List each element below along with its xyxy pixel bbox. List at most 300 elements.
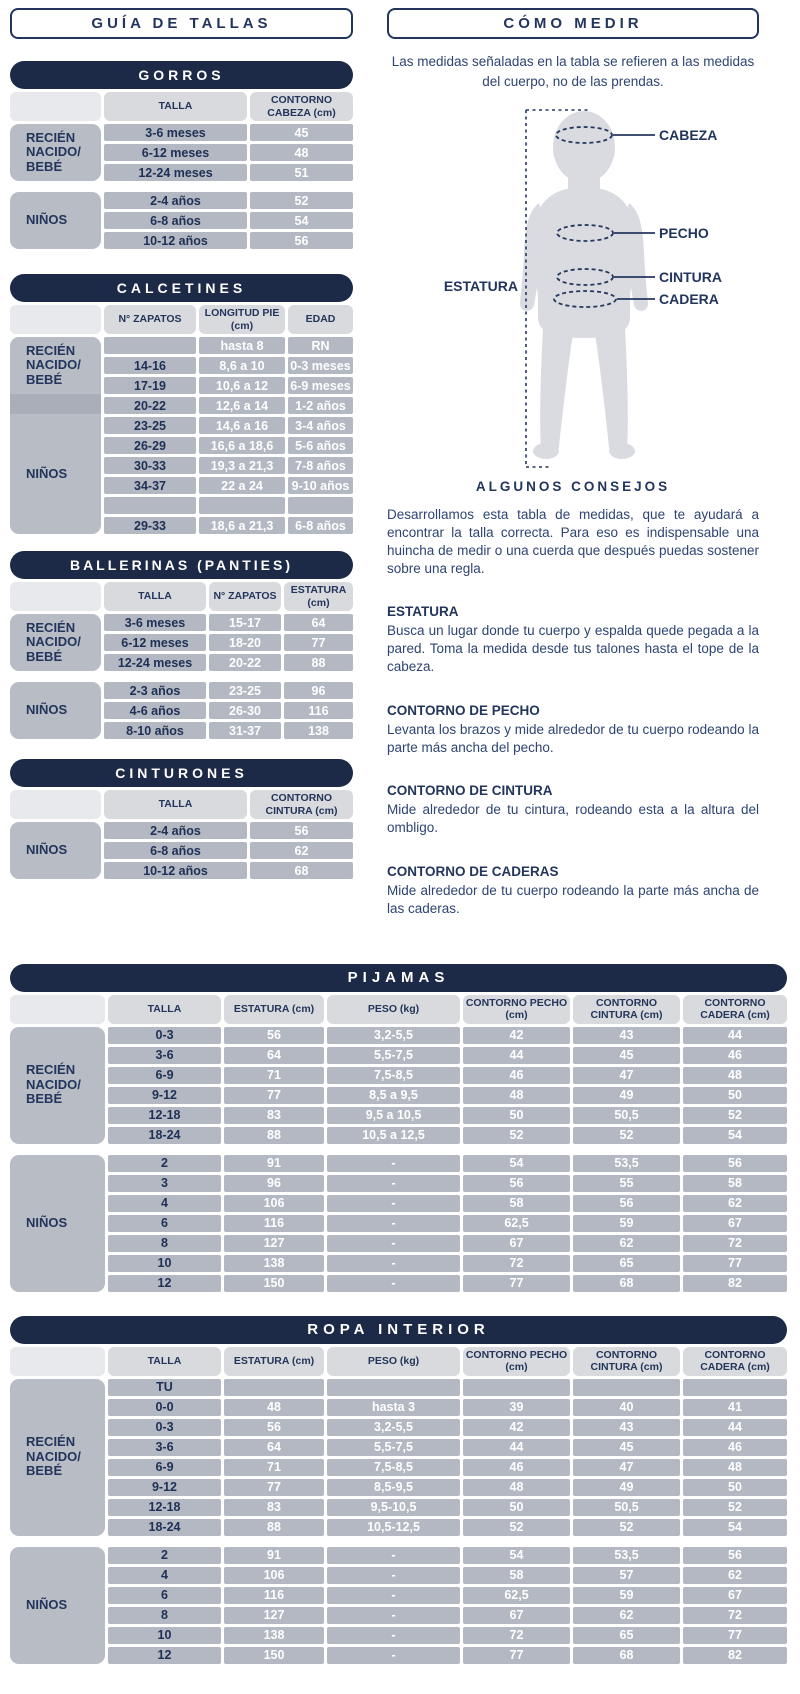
table-cell: 116 [224,1587,324,1604]
table-cell: 8,5 a 9,5 [327,1087,460,1104]
table-cell: - [327,1175,460,1192]
table-cell: 82 [683,1647,787,1664]
table-cell: 9-12 [108,1479,221,1496]
table-cell: 10-12 años [104,232,247,249]
measure-section-cintura [387,783,759,837]
table-cell: 127 [224,1235,324,1252]
table-cell: 53,5 [573,1547,680,1564]
table-cell: 72 [683,1235,787,1252]
row-group-label: RECIÉN NACIDO/ BEBÉ [10,1379,105,1536]
column-header: PESO (kg) [327,1347,460,1376]
table-cell: 64 [284,614,353,631]
table-cell: 68 [573,1275,680,1292]
table-cell: 62 [573,1235,680,1252]
table-cell: 42 [463,1027,570,1044]
table-cell: 12 [108,1275,221,1292]
table-cell: 50,5 [573,1107,680,1124]
table-cell: 2-4 años [104,192,247,209]
table-cell: - [327,1235,460,1252]
table-cell: 62 [683,1567,787,1584]
table-cell [199,497,285,514]
row-group-label: NIÑOS [10,682,101,739]
table-cell: 44 [683,1027,787,1044]
table-cell: 49 [573,1087,680,1104]
table-cell: 10 [108,1627,221,1644]
table-cell: 56 [224,1419,324,1436]
measure-section-text: Mide alrededor de tu cintura, rodeando esta a la altura del ombligo. [387,802,759,836]
table-cell: 65 [573,1255,680,1272]
table-cell: 6-12 meses [104,634,206,651]
cinturones-table-title: CINTURONES [10,759,353,787]
table-cell: 9,5-10,5 [327,1499,460,1516]
table-cell: 43 [573,1027,680,1044]
column-header: TALLA [104,582,206,611]
table-cell: 72 [463,1255,570,1272]
table-cell: 5,5-7,5 [327,1439,460,1456]
table-cell: 2-3 años [104,682,206,699]
column-header: ESTATURA (cm) [224,1347,324,1376]
table-cell: - [327,1647,460,1664]
table-cell: 56 [683,1547,787,1564]
cintura-label: CINTURA [659,269,722,286]
table-cell: 77 [284,634,353,651]
table-cell: 10,6 a 12 [199,377,285,394]
table-cell: 30-33 [104,457,196,474]
table-cell: 59 [573,1587,680,1604]
table-cell: 48 [463,1087,570,1104]
table-cell: 10,5-12,5 [327,1519,460,1536]
table-cell: 56 [224,1027,324,1044]
cabeza-label: CABEZA [659,127,718,144]
table-cell: 7,5-8,5 [327,1067,460,1084]
table-cell: 9-12 [108,1087,221,1104]
pecho-label: PECHO [659,225,709,242]
column-header: TALLA [108,995,221,1024]
table-cell: 82 [683,1275,787,1292]
calcetines-table-title: CALCETINES [10,274,353,302]
group-spacer [10,1539,787,1544]
measure-section-title: CONTORNO DE CADERAS [387,864,559,880]
table-cell: 4-6 años [104,702,206,719]
table-cell: 46 [463,1067,570,1084]
estatura-label: ESTATURA [443,278,518,295]
calcetines-table-grid [10,305,353,534]
table-cell: 77 [683,1627,787,1644]
right-column [387,8,759,918]
row-group-label: NIÑOS [10,1155,105,1292]
table-cell: 26-30 [209,702,281,719]
table-cell: 39 [463,1399,570,1416]
table-cell: 56 [463,1175,570,1192]
table-cell: 53,5 [573,1155,680,1172]
table-cell: 56 [250,232,353,249]
table-cell: 12 [108,1647,221,1664]
consejos-heading: ALGUNOS CONSEJOS [475,479,671,495]
table-cell: 20-22 [209,654,281,671]
table-cell [224,1379,324,1396]
table-cell: 18-24 [108,1127,221,1144]
gorros-table-title: GORROS [10,61,353,89]
table-cell: 59 [573,1215,680,1232]
table-cell: 47 [573,1459,680,1476]
column-header: CONTORNO PECHO (cm) [463,1347,570,1376]
table-cell: hasta 3 [327,1399,460,1416]
table-corner [10,790,101,819]
top-columns [10,8,787,918]
table-cell: 45 [250,124,353,141]
table-cell: 68 [250,862,353,879]
table-cell: 48 [463,1479,570,1496]
table-cell: 56 [250,822,353,839]
table-cell: 88 [224,1127,324,1144]
table-cell: 83 [224,1499,324,1516]
table-cell: 50,5 [573,1499,680,1516]
table-cell: 50 [683,1087,787,1104]
table-cell: 50 [463,1499,570,1516]
table-cell: 58 [463,1195,570,1212]
table-cell: 15-17 [209,614,281,631]
table-cell: 8 [108,1235,221,1252]
group-spacer [10,1147,787,1152]
table-cell: 64 [224,1439,324,1456]
table-corner [10,92,101,121]
column-header: CONTORNO CABEZA (cm) [250,92,353,121]
row-group-label: RECIÉN NACIDO/ BEBÉ [10,337,101,394]
table-cell: 44 [463,1047,570,1064]
table-cell [573,1379,680,1396]
table-cell: 51 [250,164,353,181]
row-group-label: NIÑOS [10,414,101,534]
table-cell: 9,5 a 10,5 [327,1107,460,1124]
table-cell: 14,6 a 16 [199,417,285,434]
column-header: CONTORNO CADERA (cm) [683,995,787,1024]
table-cell: 3 [108,1175,221,1192]
table-cell: 77 [683,1255,787,1272]
pijamas-table-grid [10,995,787,1292]
row-group-label: RECIÉN NACIDO/ BEBÉ [10,1027,105,1144]
table-cell: 106 [224,1567,324,1584]
table-cell: 68 [573,1647,680,1664]
table-cell: 54 [250,212,353,229]
table-cell: 8-10 años [104,722,206,739]
table-cell: 48 [683,1067,787,1084]
column-header: TALLA [104,92,247,121]
ballerinas-table-title: BALLERINAS (PANTIES) [10,551,353,579]
column-header: N° ZAPATOS [209,582,281,611]
table-cell: - [327,1567,460,1584]
ropa-interior-table-grid [10,1347,787,1664]
table-cell: hasta 8 [199,337,285,354]
table-cell: 48 [224,1399,324,1416]
table-cell: 62 [250,842,353,859]
table-cell: 6-9 meses [288,377,353,394]
column-header: CONTORNO CADERA (cm) [683,1347,787,1376]
table-cell: 62,5 [463,1215,570,1232]
table-cell: TU [108,1379,221,1396]
table-cell: 116 [284,702,353,719]
table-cell: 56 [573,1195,680,1212]
table-cell: 19,3 a 21,3 [199,457,285,474]
table-corner [10,995,105,1024]
table-cell: 127 [224,1607,324,1624]
table-cell: 10-12 años [104,862,247,879]
table-cell: 31-37 [209,722,281,739]
table-cell: 2 [108,1547,221,1564]
column-header: TALLA [104,790,247,819]
table-cell: 150 [224,1275,324,1292]
table-cell: 5-6 años [288,437,353,454]
ropa-interior-table-title: ROPA INTERIOR [10,1316,787,1344]
table-cell: 62,5 [463,1587,570,1604]
table-cell: 91 [224,1547,324,1564]
table-cell: 116 [224,1215,324,1232]
table-cell: - [327,1275,460,1292]
table-cell [288,497,353,514]
cinturones-table [10,759,353,879]
table-cell: 57 [573,1567,680,1584]
table-cell: 49 [573,1479,680,1496]
column-header: CONTORNO CINTURA (cm) [573,1347,680,1376]
table-cell: 52 [683,1499,787,1516]
body-measurement-diagram [387,95,759,473]
table-cell: 96 [224,1175,324,1192]
table-cell: 96 [284,682,353,699]
table-cell: 72 [683,1607,787,1624]
table-cell: 54 [683,1127,787,1144]
table-cell: 52 [573,1127,680,1144]
table-cell: 77 [463,1647,570,1664]
column-header: ESTATURA (cm) [224,995,324,1024]
measure-section-text: Mide alrededor de tu cuerpo rodeando la parte más ancha de las caderas. [387,883,759,916]
table-cell [463,1379,570,1396]
table-cell: 67 [683,1587,787,1604]
table-cell: 88 [224,1519,324,1536]
table-cell: 2-4 años [104,822,247,839]
column-header: ESTATURA (cm) [284,582,353,611]
pijamas-table-title: PIJAMAS [10,964,787,992]
row-group-label: RECIÉN NACIDO/ BEBÉ [10,614,101,671]
table-cell: 64 [224,1047,324,1064]
table-cell: 6-8 años [288,517,353,534]
table-cell: 52 [573,1519,680,1536]
table-cell: 52 [250,192,353,209]
table-cell: 12-24 meses [104,164,247,181]
table-cell: 46 [683,1439,787,1456]
table-cell: 41 [683,1399,787,1416]
table-cell: 62 [683,1195,787,1212]
table-cell: 40 [573,1399,680,1416]
table-cell: 50 [463,1107,570,1124]
table-cell: 52 [683,1107,787,1124]
table-cell: 7-8 años [288,457,353,474]
table-cell: 14-16 [104,357,196,374]
group-spacer [10,674,353,679]
column-header: LONGITUD PIE (cm) [199,305,285,334]
table-cell: 72 [463,1627,570,1644]
table-cell: 23-25 [209,682,281,699]
table-cell: 88 [284,654,353,671]
table-cell: 3-6 [108,1047,221,1064]
table-cell: 8,5-9,5 [327,1479,460,1496]
table-cell [683,1379,787,1396]
table-cell: 45 [573,1047,680,1064]
measure-section-text: Busca un lugar donde tu cuerpo y espalda quede pegada a la pared. Toma la medida desde tus talones hasta el tope de la cabeza. [387,623,759,674]
table-cell: 71 [224,1067,324,1084]
table-cell: 106 [224,1195,324,1212]
table-cell: 8 [108,1607,221,1624]
table-cell: 77 [224,1479,324,1496]
measure-section-title: CONTORNO DE PECHO [387,702,540,718]
table-cell: 34-37 [104,477,196,494]
row-group-label [10,394,101,414]
table-cell: 6-8 años [104,842,247,859]
page-title-right: CÓMO MEDIR [387,8,759,39]
table-cell: 46 [463,1459,570,1476]
column-header: TALLA [108,1347,221,1376]
table-cell: 29-33 [104,517,196,534]
table-cell: 6 [108,1587,221,1604]
table-cell: 18,6 a 21,3 [199,517,285,534]
measure-section-text: Levanta los brazos y mide alrededor de tu cuerpo rodeando la parte más ancha del pecho. [387,721,759,755]
table-corner [10,305,101,334]
table-cell: 4 [108,1567,221,1584]
row-group-label: NIÑOS [10,1547,105,1664]
table-cell: 0-3 [108,1027,221,1044]
table-cell: 58 [463,1567,570,1584]
consejos-paragraph: Desarrollamos esta tabla de medidas, que te ayudará a encontrar la talla correcta. Para eso es indispensable una huincha de medir o una cuerda que después puedas sostener sobre una regla. [387,507,759,576]
table-cell: 65 [573,1627,680,1644]
table-cell [327,1379,460,1396]
column-header: PESO (kg) [327,995,460,1024]
column-header: CONTORNO CINTURA (cm) [573,995,680,1024]
table-cell: - [327,1627,460,1644]
table-cell: 48 [683,1459,787,1476]
table-cell: 6-8 años [104,212,247,229]
table-cell: - [327,1587,460,1604]
table-cell: 3-6 meses [104,124,247,141]
table-cell: 4 [108,1195,221,1212]
table-cell: 138 [224,1255,324,1272]
table-cell: 44 [463,1439,570,1456]
table-cell: 52 [463,1127,570,1144]
measure-section-title: ESTATURA [387,604,459,620]
table-cell [104,337,196,354]
ropa-interior-table [10,1316,787,1664]
table-cell: 20-22 [104,397,196,414]
measure-section-pecho [387,703,759,757]
ballerinas-table [10,551,353,739]
table-cell: 46 [683,1047,787,1064]
table-cell: 3,2-5,5 [327,1027,460,1044]
table-cell: 91 [224,1155,324,1172]
table-cell: 12-18 [108,1499,221,1516]
table-cell: 44 [683,1419,787,1436]
cinturones-table-grid [10,790,353,879]
gorros-table-grid [10,92,353,249]
table-cell: 0-3 meses [288,357,353,374]
table-cell: 10,5 a 12,5 [327,1127,460,1144]
page-title-left: GUÍA DE TALLAS [10,8,353,39]
table-cell: 48 [250,144,353,161]
table-cell: 3-4 años [288,417,353,434]
table-cell: 138 [224,1627,324,1644]
table-cell: 6-12 meses [104,144,247,161]
table-cell: 150 [224,1647,324,1664]
table-cell: 22 a 24 [199,477,285,494]
table-cell: 8,6 a 10 [199,357,285,374]
table-cell: 52 [463,1519,570,1536]
table-cell: 3-6 [108,1439,221,1456]
table-cell: - [327,1195,460,1212]
table-cell: 3-6 meses [104,614,206,631]
column-header: CONTORNO CINTURA (cm) [250,790,353,819]
table-cell: 58 [683,1175,787,1192]
table-corner [10,582,101,611]
table-cell: 54 [463,1547,570,1564]
table-cell: 67 [463,1607,570,1624]
table-cell: 47 [573,1067,680,1084]
table-cell: 83 [224,1107,324,1124]
table-cell: - [327,1255,460,1272]
measuring-intro-text: Las medidas señaladas en la tabla se refieren a las medidas del cuerpo, no de las prendas. [391,54,755,89]
table-cell: 0-3 [108,1419,221,1436]
table-cell: 50 [683,1479,787,1496]
table-cell: 42 [463,1419,570,1436]
table-cell: 138 [284,722,353,739]
table-cell: - [327,1547,460,1564]
gorros-table [10,61,353,249]
table-cell: 3,2-5,5 [327,1419,460,1436]
column-header: EDAD [288,305,353,334]
table-cell: - [327,1607,460,1624]
table-cell: 1-2 años [288,397,353,414]
table-cell: 5,5-7,5 [327,1047,460,1064]
row-group-label: RECIÉN NACIDO/ BEBÉ [10,124,101,181]
column-header: CONTORNO PECHO (cm) [463,995,570,1024]
table-cell: 77 [224,1087,324,1104]
calcetines-table [10,274,353,534]
row-group-label: NIÑOS [10,192,101,249]
row-group-label: NIÑOS [10,822,101,879]
table-cell: 18-20 [209,634,281,651]
measure-section-title: CONTORNO DE CINTURA [387,783,553,799]
table-cell: 54 [683,1519,787,1536]
table-cell: 45 [573,1439,680,1456]
measure-section-caderas [387,864,759,918]
cadera-label: CADERA [659,291,719,308]
table-cell: 16,6 a 18,6 [199,437,285,454]
table-corner [10,1347,105,1376]
table-cell: 9-10 años [288,477,353,494]
table-cell: 7,5-8,5 [327,1459,460,1476]
table-cell: RN [288,337,353,354]
table-cell: 12-24 meses [104,654,206,671]
pijamas-table [10,964,787,1292]
ballerinas-table-grid [10,582,353,739]
table-cell: 43 [573,1419,680,1436]
table-cell [104,497,196,514]
table-cell: 23-25 [104,417,196,434]
table-cell: 2 [108,1155,221,1172]
table-cell: 77 [463,1275,570,1292]
table-cell: 26-29 [104,437,196,454]
column-header: N° ZAPATOS [104,305,196,334]
table-cell: 6-9 [108,1459,221,1476]
table-cell: 71 [224,1459,324,1476]
table-cell: - [327,1155,460,1172]
table-cell: 62 [573,1607,680,1624]
table-cell: 0-0 [108,1399,221,1416]
